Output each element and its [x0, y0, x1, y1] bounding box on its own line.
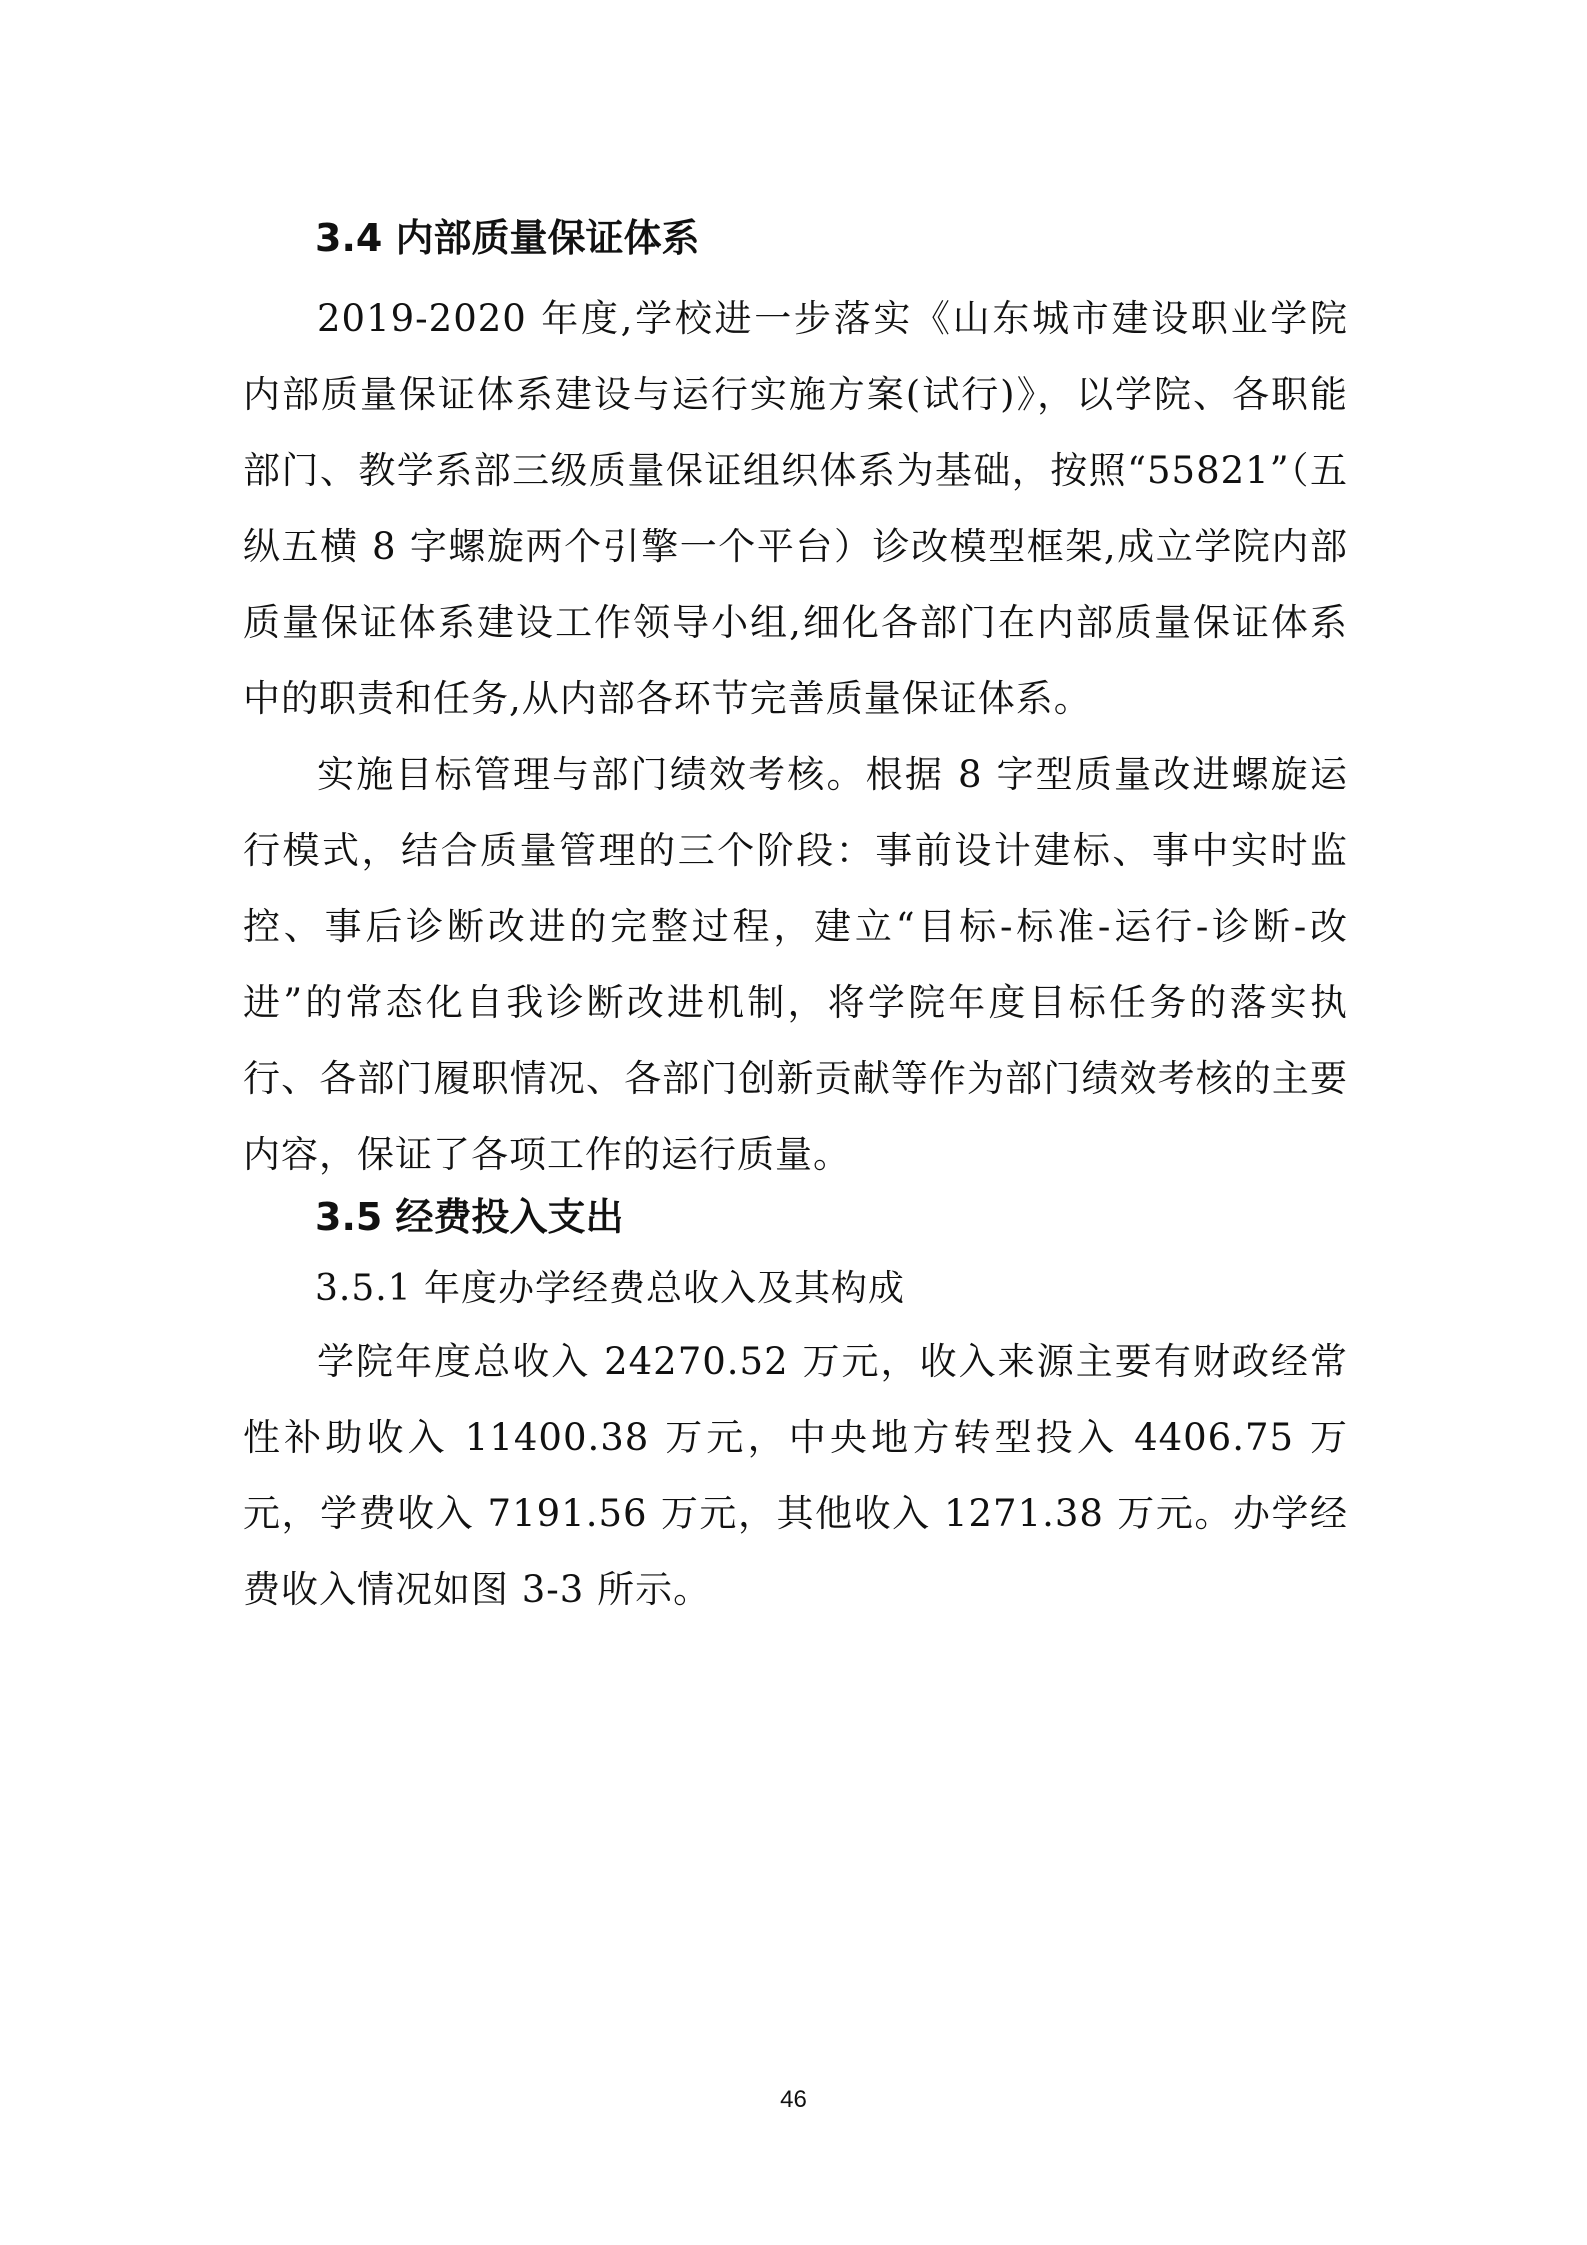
paragraph-performance-assessment: 实施目标管理与部门绩效考核。根据 8 字型质量改进螺旋运行模式，结合质量管理的三个阶段：事前设计建标、事中实时监控、事后诊断改进的完整过程，建立“目标-标准-运行-诊断-改进”的常态化自我诊断改进机制，将学院年度目标任务的落实执行、各部门履职情况、各部门创新贡献等作为部门绩效考核的主要内容，保证了各项工作的运行质量。 [243, 753, 1348, 1176]
subsection-heading-3-5-1: 3.5.1 年度办学经费总收入及其构成 [315, 1268, 906, 1309]
section-3-5-body [243, 1324, 1348, 1628]
section-heading-3-5: 3.5 经费投入支出 [315, 1195, 624, 1239]
page-number: 46 [780, 2086, 807, 2113]
section-heading-3-4: 3.4 内部质量保证体系 [315, 216, 700, 260]
paragraph-quality-assurance: 2019-2020 年度,学校进一步落实《山东城市建设职业学院内部质量保证体系建设与运行实施方案(试行)》，以学院、各职能部门、教学系部三级质量保证组织体系为基础，按照“55821”（五纵五横 8 字螺旋两个引擎一个平台）诊改模型框架,成立学院内部质量保证体系建设工作领导小组,细化各部门在内部质量保证体系中的职责和任务,从内部各环节完善质量保证体系。 [243, 297, 1348, 720]
section-3-4-body [243, 281, 1348, 1193]
paragraph-income-composition: 学院年度总收入 24270.52 万元，收入来源主要有财政经常性补助收入 11400.38 万元，中央地方转型投入 4406.75 万元，学费收入 7191.56 万元，其他收入 1271.38 万元。办学经费收入情况如图 3-3 所示。 [243, 1340, 1348, 1611]
